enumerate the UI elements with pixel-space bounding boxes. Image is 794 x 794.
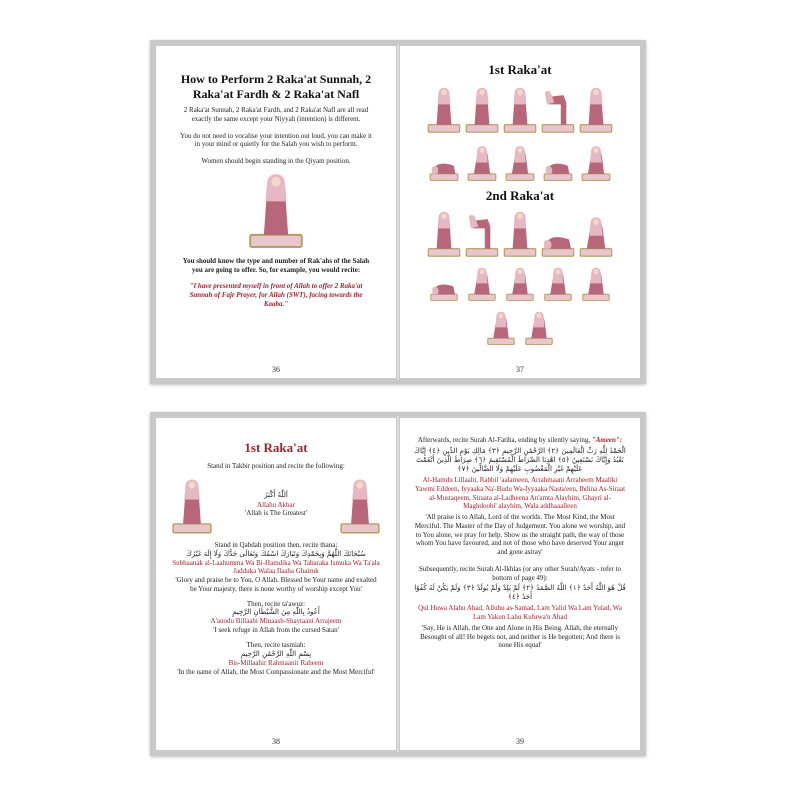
page-37 — [400, 46, 640, 378]
figure-stand — [503, 84, 537, 134]
page-number: 38 — [272, 737, 280, 746]
fatiha-instruction-text: Afterwards, recite Surah Al-Fatiha, ending by silently saying, — [417, 436, 591, 444]
page-38 — [156, 418, 396, 750]
niyyah-quote: "I have presented myself in front of Allah to offer 2 Raka'at Sunnah of Fajr Prayer, for Allah (SWT), facing towards the Kaaba." — [189, 282, 363, 308]
fatiha-arabic: الْحَمْدُ لِلَّهِ رَبِّ الْعَالَمِينَ ﴿٢﴾ الرَّحْمَٰنِ الرَّحِيمِ ﴿٣﴾ مَالِكِ يَوْمِ الدِّينِ ﴿٤﴾ إِيَّاكَ نَعْبُدُ وَإِيَّاكَ نَسْتَعِينُ ﴿٥﴾ اهْدِنَا الصِّرَاطَ الْمُسْتَقِيمَ ﴿٦﴾ صِرَاطَ الَّذِينَ أَنْعَمْتَ عَلَيْهِمْ غَيْرِ الْمَغْضُوبِ عَلَيْهِمْ وَلَا الضَّالِّينَ ﴿٧﴾ — [414, 446, 626, 473]
figure-prostrate — [541, 138, 575, 182]
figure-kneel — [484, 304, 518, 346]
figure-kneel — [465, 260, 499, 302]
page-number: 37 — [516, 365, 524, 374]
ikhlas-instruction: Subsequently, recite Surah Al-Ikhlas (or any other Surah/Ayats - refer to bottom of page 49): — [418, 564, 622, 582]
tasmiah-arabic: بِسْمِ اللّٰهِ الرَّحْمَٰنِ الرَّحِيمِ — [240, 649, 312, 658]
figure-prostrate — [541, 208, 575, 258]
figure-kneel — [579, 138, 613, 182]
heading-2nd-rakaat: 2nd Raka'at — [485, 188, 555, 203]
figure-stand — [503, 208, 537, 258]
heading-1st-rakaat: 1st Raka'at — [488, 62, 552, 77]
takbir-arabic: اَللّٰهُ أَكْبَرُ — [264, 491, 288, 500]
paragraph-vocalise: You do not need to vocalise your intention out loud, you can make it in your mind or quietly for the Salah you wish to perform. — [180, 131, 372, 149]
tasmiah-translation: 'In the name of Allah, the Most Compassionate and the Most Merciful' — [177, 667, 375, 676]
ikhlas-transliteration: Qul Huwa Alahu Ahad, Alluhu as-Samad, Lam Yalid Wa Lam Yulad, Wa Lam Yakun Lahu Kufuwa'n Ahad — [418, 604, 622, 622]
page-number: 36 — [272, 365, 280, 374]
figure-kneel — [541, 260, 575, 302]
figure-row-4 — [400, 260, 640, 302]
takbir-instruction: Stand in Takbir position and recite the following: — [207, 462, 345, 470]
tasmiah-instruction: Then, recite tasmiah: — [246, 640, 306, 649]
figure-row-3 — [400, 208, 640, 258]
thana-instruction: Stand in Qabdah position then, recite thana: — [214, 540, 338, 549]
figure-kneel — [465, 138, 499, 182]
tauz-translation: 'I seek refuge in Allah from the cursed Satan' — [213, 626, 339, 635]
figure-kneel — [579, 260, 613, 302]
page-number: 39 — [516, 737, 524, 746]
figure-prostrate — [427, 260, 461, 302]
takbir-transliteration: Allahu Akbar — [257, 500, 295, 509]
paragraph-niyyah: 2 Raka'at Sunnah, 2 Raka'at Fardh, and 2 Raka'at Nafl are all read exactly the same except your Niyyah (intention) is different. — [183, 106, 369, 123]
heading-1st-rakaat: 1st Raka'at — [244, 440, 308, 455]
paragraph-rakahs: You should know the type and number of Rak'ahs of the Salah you are going to offer. So, for example, you would recite: — [182, 256, 370, 274]
takbir-block — [172, 473, 380, 537]
thana-transliteration: Subhaanak al-Laahumma Wa Bi-Hamdika Wa Tabaraka Ismuka Wa Ta'ala Jadduka Walaa Ilaaha Ghairuk — [172, 558, 380, 576]
fatiha-translation: 'All praise is to Allah, Lord of the worlds. The Most Kind, the Most Merciful. The Master of the Day of Judgement. You alone we worship, and to You alone, we pray for help. Show us the straight path, the way of those whom You have favoured, and not of those who have deserved Your anger and gone astray' — [414, 513, 626, 557]
takbir-figure-left — [172, 473, 212, 537]
figure-kneel — [579, 208, 613, 258]
figure-stand — [427, 84, 461, 134]
ameen-word: "Ameen": — [591, 436, 623, 444]
figure-row-2 — [400, 138, 640, 182]
thana-arabic: سُبْحَانَكَ اللَّهُمَّ وَبِحَمْدِكَ وَتَبَارَكَ اسْمُكَ وَتَعَالَى جَدُّكَ وَلَا إِلَهَ غَيْرُكَ — [186, 549, 366, 558]
fatiha-transliteration: Al-Hamdu Lillaahi, Rabbil 'aalameen, Arrahmaani Arraheem Maaliki Yawmi Eddeen, Iyyaaka Na'-Budu Wa-Iyyaaka Nasta'een, Ihdina As-Siraat al-Mustaqeem, Siraata al-Ladheena An'amta Alayhim, Ghayri al-Maghdoobi' alayhim, Wala addhaaalleen — [414, 476, 626, 511]
paragraph-qiyam: Women should begin standing in the Qiyam position. — [201, 157, 351, 165]
tauz-transliteration: A'auodu Billaahi Minaash-Shaytaani Arrajeem — [210, 617, 342, 626]
figure-row-1 — [400, 84, 640, 134]
figure-prostrate — [427, 138, 461, 182]
book-spread-bottom — [150, 412, 646, 756]
figure-kneel — [503, 260, 537, 302]
takbir-figure-right — [340, 473, 380, 537]
qiyam-figure — [248, 168, 304, 250]
ikhlas-arabic: قُلْ هُوَ اللَّهُ أَحَدٌ ﴿١﴾ اللَّهُ الصَّمَدُ ﴿٢﴾ لَمْ يَلِدْ وَلَمْ يُولَدْ ﴿٣﴾ وَلَمْ يَكُنْ لَهُ كُفُوًا أَحَدٌ ﴿٤﴾ — [414, 584, 626, 602]
figure-kneel — [522, 304, 556, 346]
figure-stand — [465, 84, 499, 134]
figure-kneel — [503, 138, 537, 182]
tauz-instruction: Then, recite ta'awuz: — [246, 599, 306, 608]
figure-row-5 — [400, 304, 640, 346]
tauz-arabic: أَعُوذُ بِاللّٰهِ مِنَ الشَّيْطَانِ الرَّجِيمِ — [232, 608, 320, 617]
page-36 — [156, 46, 396, 378]
page-39 — [400, 418, 640, 750]
figure-bow — [541, 84, 575, 134]
figure-stand — [579, 84, 613, 134]
fatiha-instruction — [414, 436, 626, 445]
ikhlas-translation: 'Say, He is Allah, the One and Alone in His Being. Allah, the eternally Besought of all! He begets not, and neither is He begotten; And there is none His equal' — [420, 623, 620, 650]
takbir-translation: 'Allah is The Greatest' — [244, 509, 308, 518]
figure-bow — [465, 208, 499, 258]
book-spread-top — [150, 40, 646, 384]
tasmiah-transliteration: Bis-Millaahir Rahmaanir Raheem — [228, 658, 324, 667]
thana-translation: 'Glory and praise be to You, O Allah. Blessed be Your name and exalted be Your majesty, there is none worthy of worship except You' — [175, 576, 377, 593]
page-title: How to Perform 2 Raka'at Sunnah, 2 Raka'at Fardh & 2 Raka'at Nafl — [180, 72, 372, 101]
figure-stand — [427, 208, 461, 258]
